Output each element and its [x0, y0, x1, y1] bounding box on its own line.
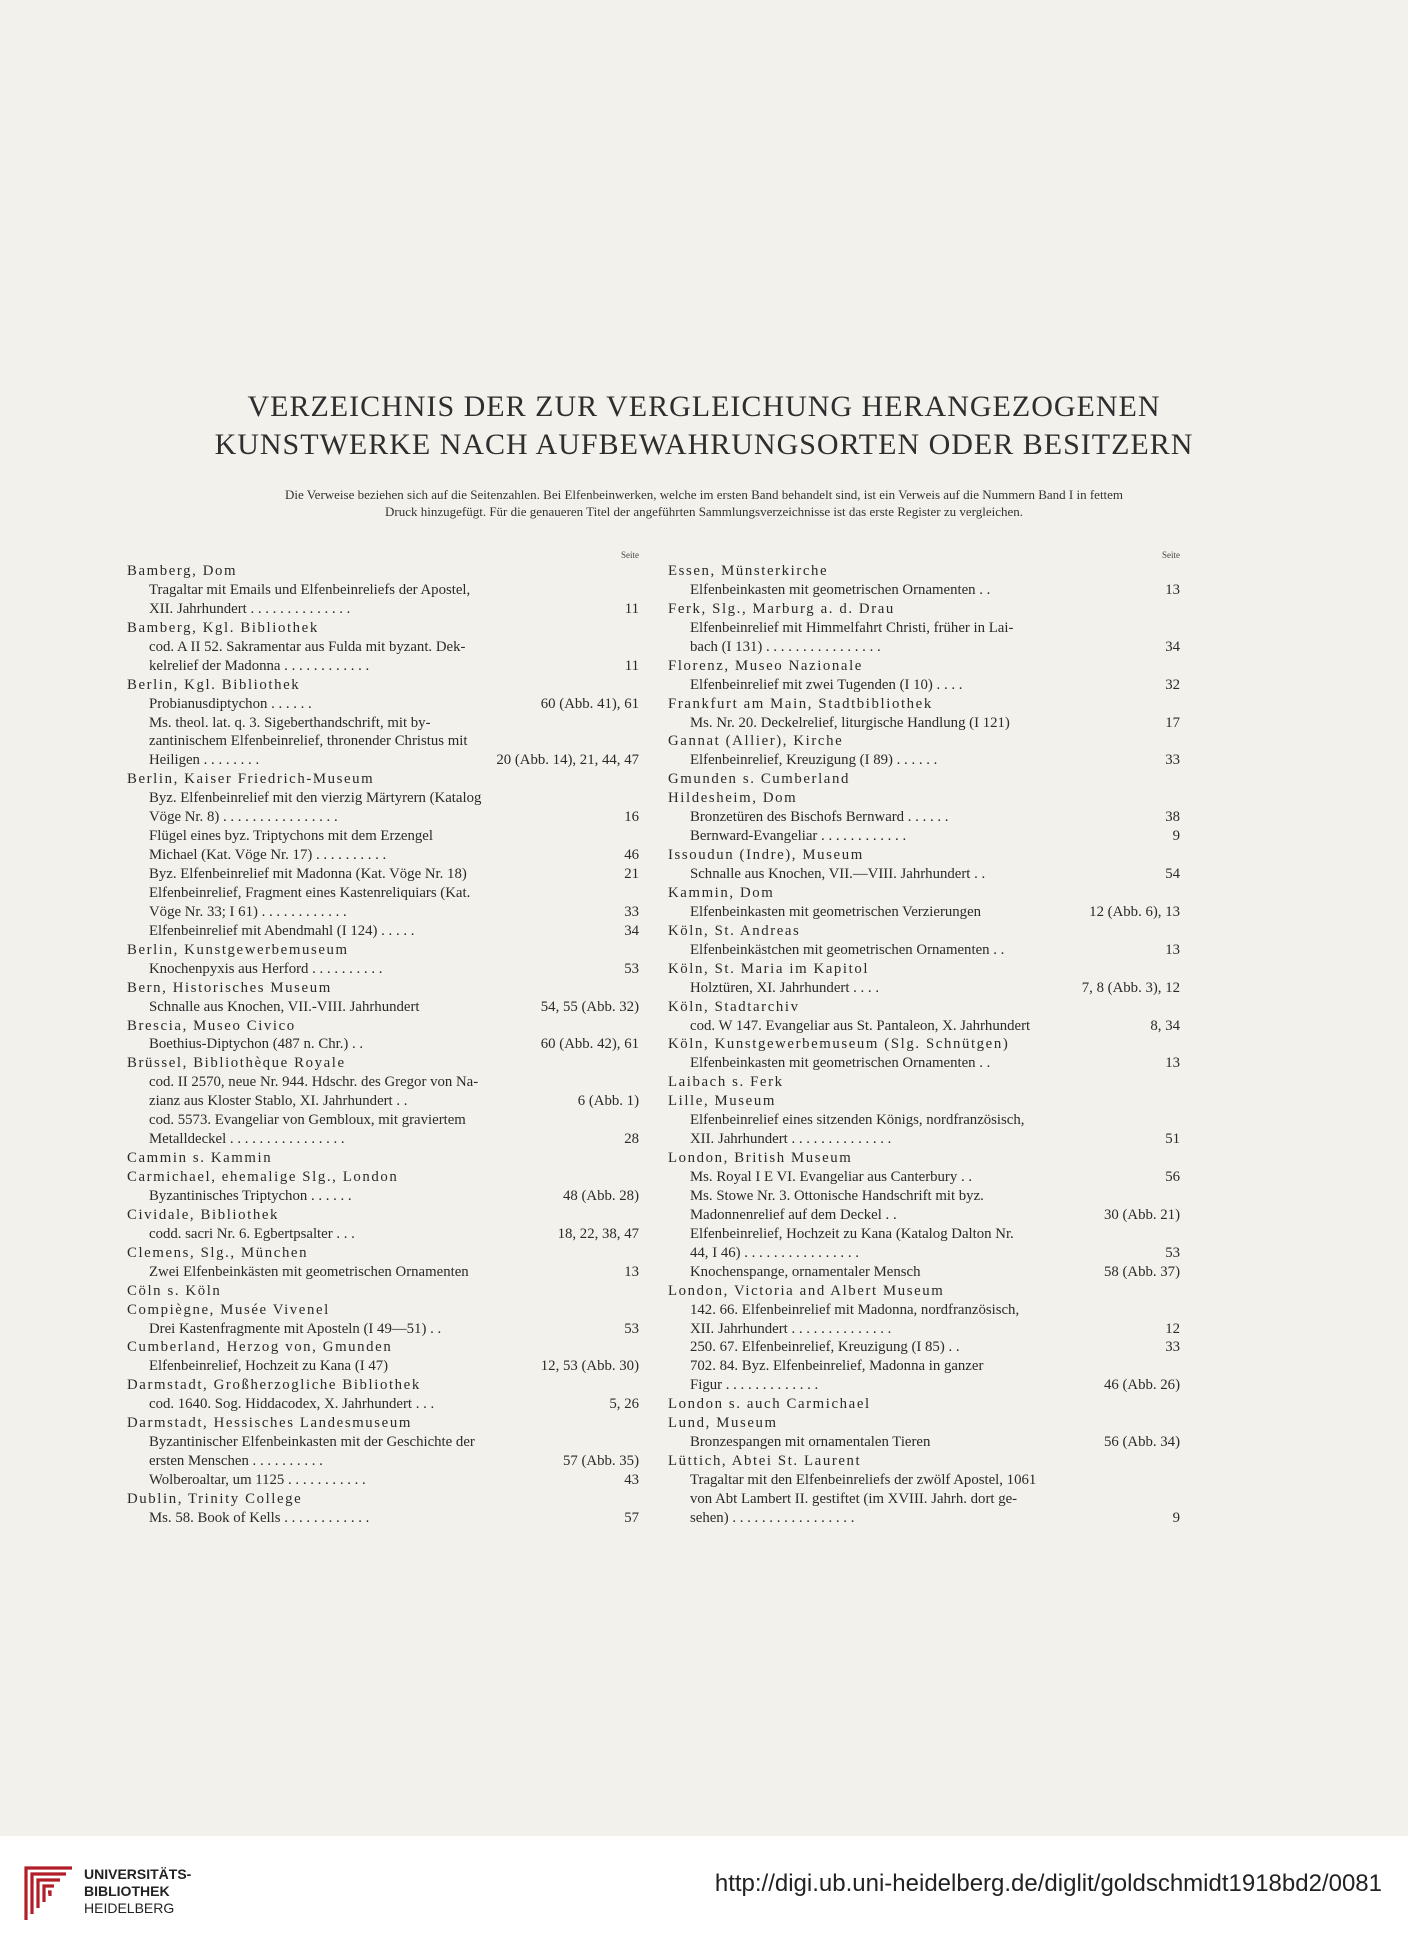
page-reference: 53 — [624, 960, 639, 977]
artwork-entry — [668, 1301, 1180, 1320]
artwork-description: Elfenbeinrelief, Hochzeit zu Kana (Katalog Dalton Nr. — [690, 1225, 1014, 1242]
artwork-description: XII. Jahrhundert . . . . . . . . . . . . . . — [690, 1131, 892, 1148]
location-heading: Berlin, Kgl. Bibliothek — [127, 676, 301, 693]
artwork-description: Ms. theol. lat. q. 3. Sigeberthandschrift, mit by- — [149, 714, 431, 731]
artwork-entry — [127, 1357, 639, 1376]
page-reference — [1174, 1301, 1180, 1320]
artwork-description: 250. 67. Elfenbeinrelief, Kreuzigung (I 85) . . — [690, 1339, 960, 1356]
page-reference — [1174, 1471, 1180, 1490]
artwork-entry — [127, 1035, 639, 1054]
artwork-entry — [668, 638, 1180, 657]
artwork-entry — [127, 998, 639, 1017]
artwork-entry — [668, 808, 1180, 827]
page-reference: 34 — [1165, 638, 1180, 655]
location-heading: London s. auch Carmichael — [668, 1396, 871, 1413]
artwork-description: Holztüren, XI. Jahrhundert . . . . — [690, 979, 880, 996]
library-name-line-1: UNIVERSITÄTS- — [84, 1866, 192, 1882]
page-reference: 18, 22, 38, 47 — [557, 1225, 639, 1242]
artwork-description: Ms. Nr. 20. Deckelrelief, liturgische Handlung (I 121) — [690, 714, 1010, 731]
artwork-entry — [668, 751, 1180, 770]
artwork-entry — [668, 1225, 1180, 1244]
artwork-description: cod. II 2570, neue Nr. 944. Hdschr. des Gregor von Na- — [149, 1074, 479, 1091]
index-heading — [0, 388, 1408, 464]
location-heading: Dublin, Trinity College — [127, 1490, 303, 1507]
artwork-entry — [668, 714, 1180, 733]
artwork-entry — [127, 600, 639, 619]
artwork-entry — [668, 1338, 1180, 1357]
artwork-description: Elfenbeinrelief, Kreuzigung (I 89) . . . . . . — [690, 752, 938, 769]
artwork-description: zantinischem Elfenbeinrelief, thronender Christus mit — [149, 733, 468, 750]
location-heading: Köln, St. Maria im Kapitol — [668, 960, 870, 977]
artwork-entry — [127, 638, 639, 657]
page-reference — [633, 1433, 639, 1452]
library-name — [84, 1866, 191, 1917]
artwork-entry — [668, 1376, 1180, 1395]
artwork-description: bach (I 131) . . . . . . . . . . . . . . . . — [690, 638, 881, 655]
page-reference: 16 — [624, 809, 639, 826]
page-reference: 51 — [1165, 1131, 1180, 1148]
artwork-description: von Abt Lambert II. gestiftet (im XVIII. Jahrh. dort ge- — [690, 1490, 1018, 1507]
artwork-description: Schnalle aus Knochen, VII.—VIII. Jahrhundert . . — [690, 866, 986, 882]
page-reference: 48 (Abb. 28) — [562, 1187, 639, 1204]
artwork-entry — [127, 657, 639, 676]
artwork-entry — [127, 1073, 639, 1092]
left-entries — [127, 562, 639, 1528]
artwork-description: Heiligen . . . . . . . . — [149, 752, 260, 769]
heading-line-1: VERZEICHNIS DER ZUR VERGLEICHUNG HERANGEZOGENEN — [247, 390, 1161, 423]
artwork-entry — [127, 581, 639, 600]
page-reference: 13 — [624, 1263, 639, 1280]
intro-note — [128, 486, 1280, 520]
page-reference: 56 — [1165, 1169, 1180, 1185]
location-heading: Carmichael, ehemalige Slg., London — [127, 1169, 399, 1185]
heading-line-2: KUNSTWERKE NACH AUFBEWAHRUNGSORTEN ODER BESITZERN — [214, 428, 1194, 461]
artwork-entry — [668, 1130, 1180, 1149]
artwork-description: Drei Kastenfragmente mit Aposteln (I 49—51) . . — [149, 1320, 442, 1337]
intro-line-1: Die Verweise beziehen sich auf die Seitenzahlen. Bei Elfenbeinwerken, welche im ersten Band behandelt sind, ist ein Verweis auf die Nummern Band I in fettem — [284, 487, 1124, 502]
artwork-description: codd. sacri Nr. 6. Egbertpsalter . . . — [149, 1225, 355, 1242]
location-heading: Lund, Museum — [668, 1415, 778, 1432]
page-reference — [633, 581, 639, 600]
artwork-description: 142. 66. Elfenbeinrelief mit Madonna, nordfranzösisch, — [690, 1301, 1020, 1318]
location-heading: Florenz, Museo Nazionale — [668, 657, 863, 674]
artwork-description: Byzantinischer Elfenbeinkasten mit der Geschichte der — [149, 1434, 475, 1451]
artwork-entry — [668, 1111, 1180, 1130]
artwork-entry — [668, 1433, 1180, 1452]
artwork-entry — [127, 1471, 639, 1490]
artwork-description: Byz. Elfenbeinrelief mit den vierzig Märtyrern (Katalog — [149, 790, 482, 807]
artwork-description: cod. 1640. Sog. Hiddacodex, X. Jahrhundert . . . — [149, 1396, 435, 1413]
page-reference — [633, 1111, 639, 1130]
artwork-entry — [127, 751, 639, 770]
location-heading: Laibach s. Ferk — [668, 1074, 784, 1091]
page-reference — [633, 789, 639, 808]
artwork-description: Boethius-Diptychon (487 n. Chr.) . . — [149, 1036, 364, 1053]
artwork-description: Bronzespangen mit ornamentalen Tieren — [690, 1434, 931, 1451]
artwork-entry — [127, 1187, 639, 1206]
page-reference: 11 — [624, 657, 639, 674]
footer-bar — [0, 1836, 1408, 1954]
page-reference: 54 — [1165, 866, 1180, 882]
artwork-entry — [127, 714, 639, 733]
location-heading: London, British Museum — [668, 1150, 853, 1167]
artwork-entry — [127, 922, 639, 941]
page-reference: 53 — [1165, 1244, 1180, 1261]
location-heading: Bern, Historisches Museum — [127, 979, 332, 996]
page-reference: 54, 55 (Abb. 32) — [540, 998, 639, 1015]
page-reference — [633, 638, 639, 657]
artwork-entry — [127, 1320, 639, 1339]
artwork-description: Elfenbeinkasten mit geometrischen Ornamenten . . — [690, 581, 991, 598]
page-reference: 13 — [1165, 581, 1180, 598]
artwork-description: 702. 84. Byz. Elfenbeinrelief, Madonna in ganzer — [690, 1358, 984, 1375]
artwork-description: XII. Jahrhundert . . . . . . . . . . . . . . — [149, 600, 351, 617]
page-reference: 11 — [624, 600, 639, 617]
artwork-description: Vöge Nr. 8) . . . . . . . . . . . . . . . . — [149, 809, 338, 826]
location-heading: Cividale, Bibliothek — [127, 1206, 280, 1223]
artwork-description: XII. Jahrhundert . . . . . . . . . . . . . . — [690, 1320, 892, 1337]
artwork-description: cod. 5573. Evangeliar von Gembloux, mit graviertem — [149, 1112, 466, 1129]
page-reference: 5, 26 — [609, 1396, 639, 1413]
artwork-entry — [127, 1111, 639, 1130]
artwork-entry — [668, 903, 1180, 922]
artwork-description: Ms. 58. Book of Kells . . . . . . . . . . . . — [149, 1509, 370, 1526]
artwork-description: cod. W 147. Evangeliar aus St. Pantaleon, X. Jahrhundert — [690, 1017, 1031, 1034]
artwork-description: Flügel eines byz. Triptychons mit dem Erzengel — [149, 828, 433, 845]
location-heading: Cammin s. Kammin — [127, 1150, 273, 1167]
page-reference: 46 — [624, 847, 639, 864]
artwork-entry — [127, 884, 639, 903]
location-heading: Clemens, Slg., München — [127, 1244, 309, 1261]
artwork-description: Elfenbeinrelief mit Abendmahl (I 124) . . . . . — [149, 922, 415, 939]
page-reference: 53 — [624, 1320, 639, 1337]
page-reference: 60 (Abb. 42), 61 — [540, 1036, 639, 1053]
intro-line-2: Druck hinzugefügt. Für die genaueren Titel der angeführten Sammlungsverzeichnisse ist das erste Register zu vergleichen. — [384, 504, 1024, 519]
location-heading: Darmstadt, Großherzogliche Bibliothek — [127, 1377, 421, 1394]
artwork-description: cod. A II 52. Sakramentar aus Fulda mit byzant. Dek- — [149, 638, 466, 655]
artwork-description: Knochenpyxis aus Herford . . . . . . . . . . — [149, 960, 383, 977]
artwork-description: Bronzetüren des Bischofs Bernward . . . . . . — [690, 809, 949, 826]
page-reference: 38 — [1165, 809, 1180, 826]
page-reference: 20 (Abb. 14), 21, 44, 47 — [496, 752, 639, 769]
artwork-entry — [668, 1244, 1180, 1263]
page-reference — [633, 732, 639, 751]
location-heading: Bamberg, Kgl. Bibliothek — [127, 619, 319, 636]
page-reference: 6 (Abb. 1) — [577, 1093, 639, 1110]
artwork-entry — [127, 960, 639, 979]
right-column — [668, 548, 1180, 1528]
location-heading: Cöln s. Köln — [127, 1282, 222, 1299]
page-reference: 21 — [624, 866, 639, 882]
page-reference: 43 — [624, 1472, 639, 1488]
page-reference: 57 (Abb. 35) — [562, 1453, 639, 1470]
library-name-line-2: BIBLIOTHEK — [84, 1883, 170, 1899]
page-reference: 57 — [624, 1509, 639, 1526]
artwork-description: Elfenbeinrelief mit zwei Tugenden (I 10) . . . . — [690, 676, 963, 693]
artwork-entry — [127, 1092, 639, 1111]
artwork-description: Elfenbeinrelief, Fragment eines Kastenreliquiars (Kat. — [149, 884, 471, 901]
artwork-description: Tragaltar mit den Elfenbeinreliefs der zwölf Apostel, 1061 — [690, 1472, 1037, 1488]
location-heading: Köln, St. Andreas — [668, 922, 801, 939]
page-reference — [633, 714, 639, 733]
page-reference: 13 — [1165, 1055, 1180, 1072]
artwork-description: Byz. Elfenbeinrelief mit Madonna (Kat. Vöge Nr. 18) — [149, 866, 467, 882]
page-reference: 7, 8 (Abb. 3), 12 — [1081, 979, 1180, 996]
location-heading: Cumberland, Herzog von, Gmunden — [127, 1339, 393, 1356]
artwork-description: Elfenbeinkasten mit geometrischen Verzierungen — [690, 903, 982, 920]
page-reference: 33 — [624, 903, 639, 920]
artwork-description: Metalldeckel . . . . . . . . . . . . . . . . — [149, 1131, 345, 1148]
artwork-description: ersten Menschen . . . . . . . . . . — [149, 1453, 323, 1470]
page-reference — [633, 884, 639, 903]
artwork-entry — [668, 1263, 1180, 1282]
page-reference: 33 — [1165, 1339, 1180, 1356]
page-reference: 13 — [1165, 941, 1180, 958]
page-reference: 9 — [1172, 828, 1180, 845]
page-reference — [633, 827, 639, 846]
page-reference: 46 (Abb. 26) — [1103, 1377, 1180, 1394]
page-reference: 9 — [1172, 1509, 1180, 1526]
page-reference: 32 — [1165, 676, 1180, 693]
artwork-entry — [127, 1263, 639, 1282]
page-reference: 30 (Abb. 21) — [1103, 1206, 1180, 1223]
artwork-entry — [668, 827, 1180, 846]
location-heading: Brescia, Museo Civico — [127, 1017, 296, 1034]
location-heading: Berlin, Kaiser Friedrich-Museum — [127, 771, 375, 788]
page-reference: 17 — [1165, 714, 1180, 731]
artwork-description: Michael (Kat. Vöge Nr. 17) . . . . . . . . . . — [149, 847, 387, 864]
artwork-entry — [668, 1490, 1180, 1509]
artwork-entry — [668, 941, 1180, 960]
page-reference — [633, 1073, 639, 1092]
artwork-entry — [127, 695, 639, 714]
page-reference: 56 (Abb. 34) — [1103, 1434, 1180, 1451]
artwork-entry — [668, 1509, 1180, 1528]
location-heading: Hildesheim, Dom — [668, 790, 798, 807]
artwork-entry — [127, 827, 639, 846]
page-reference: 60 (Abb. 41), 61 — [540, 695, 639, 712]
artwork-entry — [127, 846, 639, 865]
page-reference: 12 (Abb. 6), 13 — [1089, 903, 1180, 920]
artwork-description: Ms. Royal I E VI. Evangeliar aus Canterbury . . — [690, 1169, 973, 1185]
artwork-entry — [127, 1509, 639, 1528]
artwork-entry — [127, 1130, 639, 1149]
artwork-entry — [127, 1225, 639, 1244]
location-heading: Gmunden s. Cumberland — [668, 771, 850, 788]
artwork-description: Ms. Stowe Nr. 3. Ottonische Handschrift mit byz. — [690, 1187, 984, 1204]
artwork-entry — [668, 1471, 1180, 1490]
location-heading: Essen, Münsterkirche — [668, 563, 829, 579]
page-reference: 33 — [1165, 752, 1180, 769]
artwork-entry — [668, 1320, 1180, 1339]
artwork-description: Zwei Elfenbeinkästen mit geometrischen Ornamenten — [149, 1263, 469, 1280]
library-name-line-3: HEIDELBERG — [84, 1900, 175, 1916]
location-heading: Compiègne, Musée Vivenel — [127, 1301, 330, 1318]
artwork-entry — [127, 808, 639, 827]
artwork-entry — [668, 581, 1180, 600]
artwork-entry — [668, 1017, 1180, 1036]
page-reference — [1174, 1187, 1180, 1206]
permalink-url[interactable]: http://digi.ub.uni-heidelberg.de/diglit/goldschmidt1918bd2/0081 — [714, 1870, 1382, 1897]
artwork-entry — [668, 1206, 1180, 1225]
page-reference: 34 — [624, 922, 639, 939]
page-reference: 12, 53 (Abb. 30) — [540, 1358, 639, 1375]
artwork-entry — [668, 865, 1180, 884]
location-heading: Brüssel, Bibliothèque Royale — [127, 1055, 346, 1072]
seite-label-left: Seite — [621, 550, 639, 560]
artwork-description: Elfenbeinkästchen mit geometrischen Ornamenten . . — [690, 941, 1005, 958]
location-heading: Köln, Stadtarchiv — [668, 998, 800, 1015]
artwork-description: Byzantinisches Triptychon . . . . . . — [149, 1187, 352, 1204]
artwork-entry — [127, 1395, 639, 1414]
location-heading: Darmstadt, Hessisches Landesmuseum — [127, 1415, 412, 1432]
artwork-description: Elfenbeinrelief eines sitzenden Königs, nordfranzösisch, — [690, 1112, 1025, 1129]
artwork-entry — [127, 865, 639, 884]
left-column — [127, 548, 639, 1528]
seite-label-right: Seite — [1162, 550, 1180, 560]
page-reference — [1174, 1490, 1180, 1509]
page-reference: 8, 34 — [1150, 1017, 1180, 1034]
artwork-description: 44, I 46) . . . . . . . . . . . . . . . . — [690, 1244, 859, 1261]
page-reference — [1174, 1225, 1180, 1244]
artwork-entry — [127, 1433, 639, 1452]
location-heading: Berlin, Kunstgewerbemuseum — [127, 941, 349, 958]
artwork-description: zianz aus Kloster Stablo, XI. Jahrhundert . . — [149, 1093, 408, 1110]
artwork-entry — [668, 676, 1180, 695]
artwork-description: Knochenspange, ornamentaler Mensch — [690, 1263, 921, 1280]
location-heading: Bamberg, Dom — [127, 563, 238, 579]
location-heading: Frankfurt am Main, Stadtbibliothek — [668, 695, 933, 712]
location-heading: Kammin, Dom — [668, 884, 775, 901]
page-reference — [1174, 619, 1180, 638]
artwork-entry — [127, 903, 639, 922]
location-heading: Issoudun (Indre), Museum — [668, 847, 864, 864]
page-reference — [1174, 1111, 1180, 1130]
artwork-description: Probianusdiptychon . . . . . . — [149, 695, 312, 712]
artwork-entry — [668, 1357, 1180, 1376]
artwork-entry — [668, 1054, 1180, 1073]
right-entries — [668, 562, 1180, 1528]
artwork-description: Madonnenrelief auf dem Deckel . . — [690, 1206, 897, 1223]
artwork-description: sehen) . . . . . . . . . . . . . . . . . — [690, 1509, 855, 1526]
library-logo-icon — [20, 1860, 78, 1926]
artwork-entry — [668, 619, 1180, 638]
artwork-entry — [668, 1168, 1180, 1187]
artwork-entry — [668, 979, 1180, 998]
page-reference: 28 — [624, 1131, 639, 1148]
location-heading: Köln, Kunstgewerbemuseum (Slg. Schnütgen) — [668, 1036, 1010, 1053]
artwork-description: Vöge Nr. 33; I 61) . . . . . . . . . . . . — [149, 903, 347, 920]
artwork-description: Tragaltar mit Emails und Elfenbeinreliefs der Apostel, — [149, 581, 471, 598]
artwork-description: Bernward-Evangeliar . . . . . . . . . . . . — [690, 828, 907, 845]
artwork-entry — [127, 1452, 639, 1471]
location-heading: Lille, Museum — [668, 1093, 776, 1110]
artwork-description: Figur . . . . . . . . . . . . . — [690, 1377, 819, 1394]
location-heading: London, Victoria and Albert Museum — [668, 1282, 945, 1299]
artwork-description: Elfenbeinrelief, Hochzeit zu Kana (I 47) — [149, 1358, 389, 1375]
artwork-entry — [127, 789, 639, 808]
page-reference: 12 — [1165, 1320, 1180, 1337]
location-heading: Lüttich, Abtei St. Laurent — [668, 1453, 862, 1470]
artwork-description: Elfenbeinrelief mit Himmelfahrt Christi, früher in Lai- — [690, 619, 1014, 636]
location-heading: Gannat (Allier), Kirche — [668, 733, 844, 750]
page-reference: 58 (Abb. 37) — [1103, 1263, 1180, 1280]
location-heading: Ferk, Slg., Marburg a. d. Drau — [668, 600, 895, 617]
artwork-description: Elfenbeinkasten mit geometrischen Ornamenten . . — [690, 1055, 991, 1072]
artwork-description: Wolberoaltar, um 1125 . . . . . . . . . . . — [149, 1472, 366, 1488]
artwork-entry — [668, 1187, 1180, 1206]
artwork-description: kelrelief der Madonna . . . . . . . . . . . . — [149, 657, 370, 674]
artwork-entry — [127, 732, 639, 751]
artwork-description: Schnalle aus Knochen, VII.-VIII. Jahrhundert — [149, 998, 420, 1015]
page-reference — [1174, 1357, 1180, 1376]
